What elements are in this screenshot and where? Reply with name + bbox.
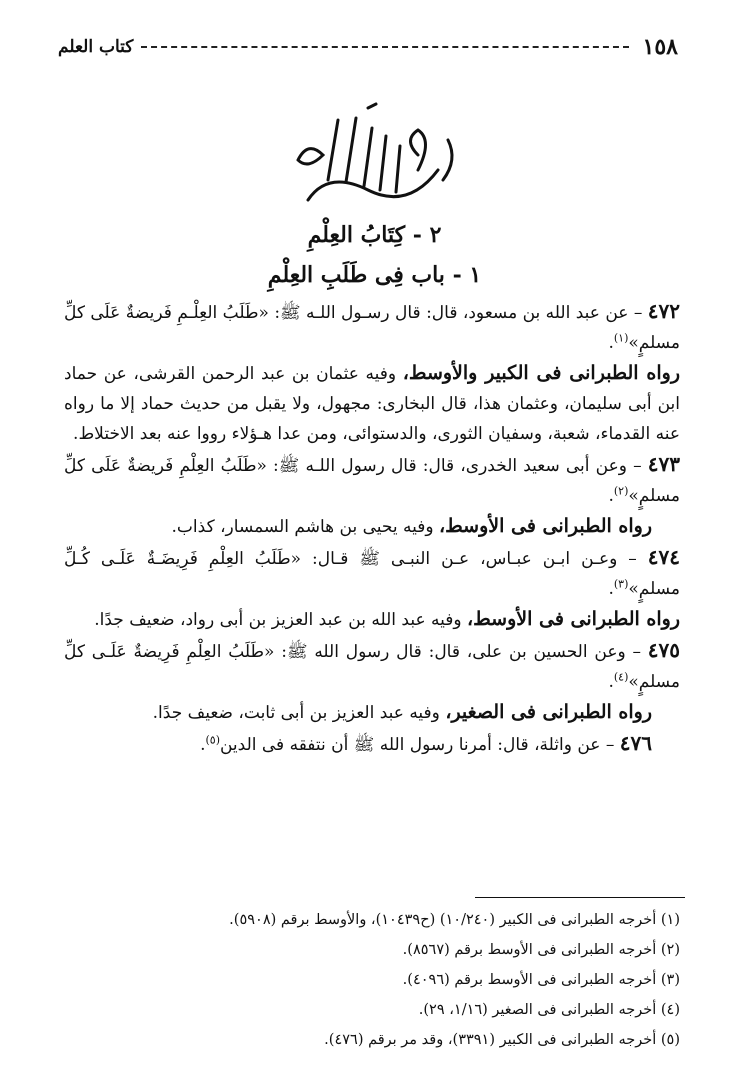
footnote-ref: (٤)	[613, 670, 629, 684]
hadith-text: عن عبد الله بن مسعود، قال: قال رسـول اللـه ﷺ: «طَلَبُ العِلْـمِ فَريضةٌ عَلَى كلِّ مسلمٍ»	[64, 303, 680, 353]
footnote-ref: (٥)	[205, 733, 220, 747]
hadith-entry: ٤٧٤ – وعـن ابـن عبـاس، عـن النبـى ﷺ قـال: «طَلَبُ العِلْمِ فَرِيضَـةٌ عَلَـى كُـلِّ مسلمٍ»$^{(٣)}$.	[64, 545, 681, 599]
hadith-source: رواه الطبرانى فى الأوسط،	[439, 515, 652, 537]
hadith-number: ٤٧٤	[647, 545, 681, 569]
hadith-entry: ٤٧٦ – عن واثلة، قال: أمرنا رسول الله ﷺ أن نتفقه فى الدين$^{(٥)}$.	[200, 731, 652, 755]
running-title: كتاب العلم	[58, 37, 134, 57]
basmala-calligraphy	[268, 100, 478, 220]
footnote: (٣) أخرجه الطبرانى فى الأوسط برقم (٤٠٩٦).	[402, 972, 680, 988]
hadith-text: وعـن ابـن عبـاس، عـن النبـى ﷺ قـال: «طَلَبُ العِلْمِ فَرِيضَـةٌ عَلَـى كُـلِّ مسلمٍ»	[64, 549, 680, 599]
header-dashed-rule	[141, 46, 628, 48]
footnotes	[64, 905, 680, 1055]
hadith-source: رواه الطبرانى فى الصغير،	[445, 701, 652, 723]
footnote: (٤) أخرجه الطبرانى فى الصغير (١/١٦، ٢٩).	[418, 1002, 680, 1018]
hadith-body	[64, 296, 680, 760]
hadith-grading	[64, 604, 680, 635]
page-number: ١٥٨	[642, 34, 678, 60]
chapter-title: ٢ - كِتَابُ العِلْمِ	[307, 222, 442, 248]
hadith-comment: وفيه عثمان بن عبد الرحمن القرشى، عن حماد ابن أبى سليمان، وعثمان هذا، قال البخارى: مجهول، ولا يقبل من حديث حماد إلا ما رواه عنه القدماء، شعبة، وسفيان الثورى، والدستوائى، ومن عدا هـؤلاء رووا عنه بعد الاختلاط.	[64, 364, 680, 444]
footnote-ref: (١)	[613, 331, 629, 345]
hadith-comment: وفيه يحيى بن هاشم السمسار، كذاب.	[171, 517, 434, 537]
hadith-entry: ٤٧٥ – وعن الحسين بن على، قال: قال رسول الله ﷺ: «طَلَبُ العِلْمِ فَرِيضةٌ عَلَـى كلِّ مسلمٍ»$^{(٤)}$.	[64, 638, 680, 692]
hadith-comment: وفيه عبد الله بن عبد العزيز بن أبى رواد، ضعيف جدًا.	[94, 610, 462, 630]
hadith-number: ٤٧٢	[647, 299, 681, 323]
hadith-number: ٤٧٣	[647, 452, 681, 476]
footnote-separator	[475, 897, 685, 898]
hadith-text: عن واثلة، قال: أمرنا رسول الله ﷺ أن نتفقه فى الدين	[219, 735, 601, 755]
hadith-number: ٤٧٦	[619, 731, 652, 755]
footnote-ref: (٣)	[613, 577, 629, 591]
footnote-ref: (٢)	[613, 484, 629, 498]
hadith-grading	[64, 511, 680, 542]
hadith-grading	[64, 697, 680, 728]
hadith-grading	[64, 358, 680, 449]
hadith-source: رواه الطبرانى فى الأوسط،	[467, 608, 680, 630]
hadith-text: وعن الحسين بن على، قال: قال رسول الله ﷺ: «طَلَبُ العِلْمِ فَرِيضةٌ عَلَـى كلِّ مسلمٍ»	[64, 642, 680, 692]
section-title: ١ - باب فِى طَلَبِ العِلْمِ	[267, 262, 482, 288]
hadith-comment: وفيه عبد العزيز بن أبى ثابت، ضعيف جدًا.	[152, 703, 440, 723]
footnote: (٥) أخرجه الطبرانى فى الكبير (٣٣٩١)، وقد مر برقم (٤٧٦).	[324, 1032, 680, 1048]
hadith-entry: ٤٧٢ – عن عبد الله بن مسعود، قال: قال رسـول اللـه ﷺ: «طَلَبُ العِلْـمِ فَريضةٌ عَلَى كلِّ مسلمٍ»$^{(١)}$.	[64, 299, 681, 353]
hadith-entry: ٤٧٣ – وعن أبى سعيد الخدرى، قال: قال رسول اللـه ﷺ: «طَلَبُ العِلْمِ فَريضةٌ عَلَى كلِّ مسلمٍ»$^{(٢)}$.	[64, 452, 681, 506]
footnote: (٢) أخرجه الطبرانى فى الأوسط برقم (٨٥٦٧).	[402, 942, 680, 958]
hadith-source: رواه الطبرانى فى الكبير والأوسط،	[402, 362, 681, 384]
footnote: (١) أخرجه الطبرانى فى الكبير (١٠/٢٤٠) (ح١٠٤٣٩)، والأوسط برقم (٥٩٠٨).	[229, 912, 680, 928]
hadith-number: ٤٧٥	[647, 638, 680, 662]
page-header	[58, 30, 678, 64]
hadith-text: وعن أبى سعيد الخدرى، قال: قال رسول اللـه ﷺ: «طَلَبُ العِلْمِ فَريضةٌ عَلَى كلِّ مسلمٍ»	[64, 456, 680, 506]
